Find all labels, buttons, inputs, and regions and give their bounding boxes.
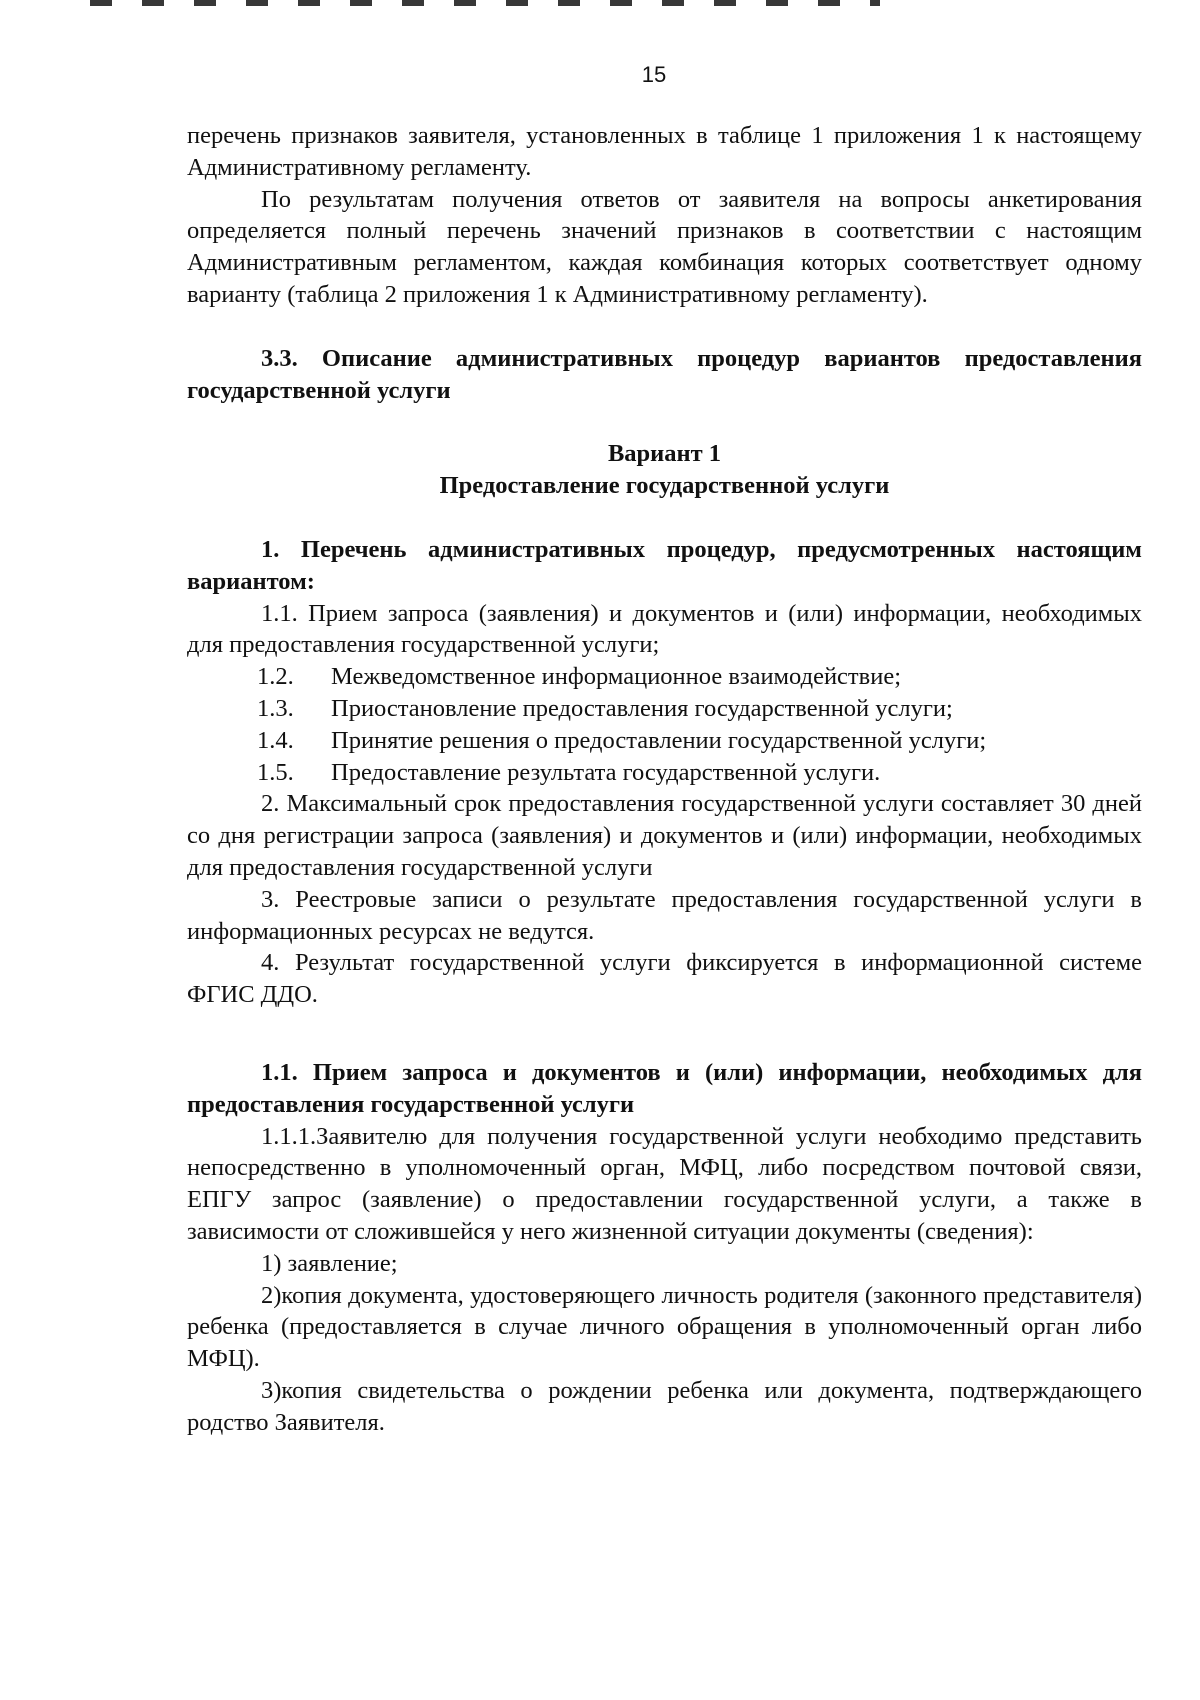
- list-text: Принятие решения о предоставлении государственной услуги;: [331, 726, 987, 754]
- paragraph-questionnaire: По результатам получения ответов от заявителя на вопросы анкетирования определяется полный перечень значений признаков в соответствии с настоящим Административным регламентом, каждая комбинация которых соответствует одному варианту (таблица 2 приложения 1 к Административному регламенту).: [187, 185, 1142, 308]
- list-number: 1.2.: [257, 663, 294, 691]
- list-text: Межведомственное информационное взаимодействие;: [331, 663, 901, 691]
- list-text: Приостановление предоставления государственной услуги;: [331, 694, 953, 722]
- paragraph-1-1-1: 1.1.1.Заявителю для получения государственной услуги необходимо представить непосредственно в уполномоченный орган, МФЦ, либо посредством почтовой связи, ЕПГУ запрос (заявление) о предоставлении государственной услуги, а также в зависимости от сложившейся у него жизненной ситуации документы (сведения):: [187, 1122, 1142, 1245]
- paragraph-continuation: перечень признаков заявителя, установленных в таблице 1 приложения 1 к настоящему Административному регламенту.: [187, 122, 1142, 181]
- document-item-3: 3)копия свидетельства о рождении ребенка или документа, подтверждающего родство Заявителя.: [187, 1376, 1142, 1436]
- variant-subtitle: Предоставление государственной услуги: [439, 472, 890, 500]
- list-number: 1.3.: [257, 694, 294, 722]
- section-heading-1-1: 1.1. Прием запроса и документов и (или) информации, необходимых для предоставления государственной услуги: [187, 1058, 1142, 1118]
- list-item-1-2: [187, 661, 1142, 693]
- list-text: Предоставление результата государственной услуги.: [331, 758, 881, 786]
- list-item-1-4: [187, 725, 1142, 757]
- document-item-2: 2)копия документа, удостоверяющего личность родителя (законного представителя) ребенка (предоставляется в случае личного обращения в уполномоченный орган либо МФЦ).: [187, 1281, 1142, 1373]
- paragraph-max-term: 2. Максимальный срок предоставления государственной услуги составляет 30 дней со дня регистрации запроса (заявления) и документов и (или) информации, необходимых для предоставления государственной услуги: [187, 790, 1142, 881]
- list-number: 1.4.: [257, 726, 294, 754]
- variant-title: Вариант 1: [607, 440, 722, 468]
- document-body: [187, 120, 1142, 1438]
- list-number: 1.5.: [257, 758, 294, 786]
- list-item-1-3: [187, 693, 1142, 725]
- scan-edge-artifact: [90, 0, 880, 6]
- list-item-1-5: [187, 757, 1142, 789]
- section-heading-3-3: 3.3. Описание административных процедур вариантов предоставления государственной услуги: [187, 344, 1142, 404]
- list-item-1-1: 1.1. Прием запроса (заявления) и документов и (или) информации, необходимых для предоставления государственной услуги;: [187, 599, 1142, 659]
- procedures-heading: 1. Перечень административных процедур, предусмотренных настоящим вариантом:: [187, 535, 1142, 595]
- document-item-1: 1) заявление;: [261, 1249, 398, 1277]
- page-number: 15: [641, 62, 667, 87]
- paragraph-result-system: 4. Результат государственной услуги фиксируется в информационной системе ФГИС ДДО.: [187, 949, 1142, 1009]
- paragraph-registry-records: 3. Реестровые записи о результате предоставления государственной услуги в информационных ресурсах не ведутся.: [187, 885, 1142, 945]
